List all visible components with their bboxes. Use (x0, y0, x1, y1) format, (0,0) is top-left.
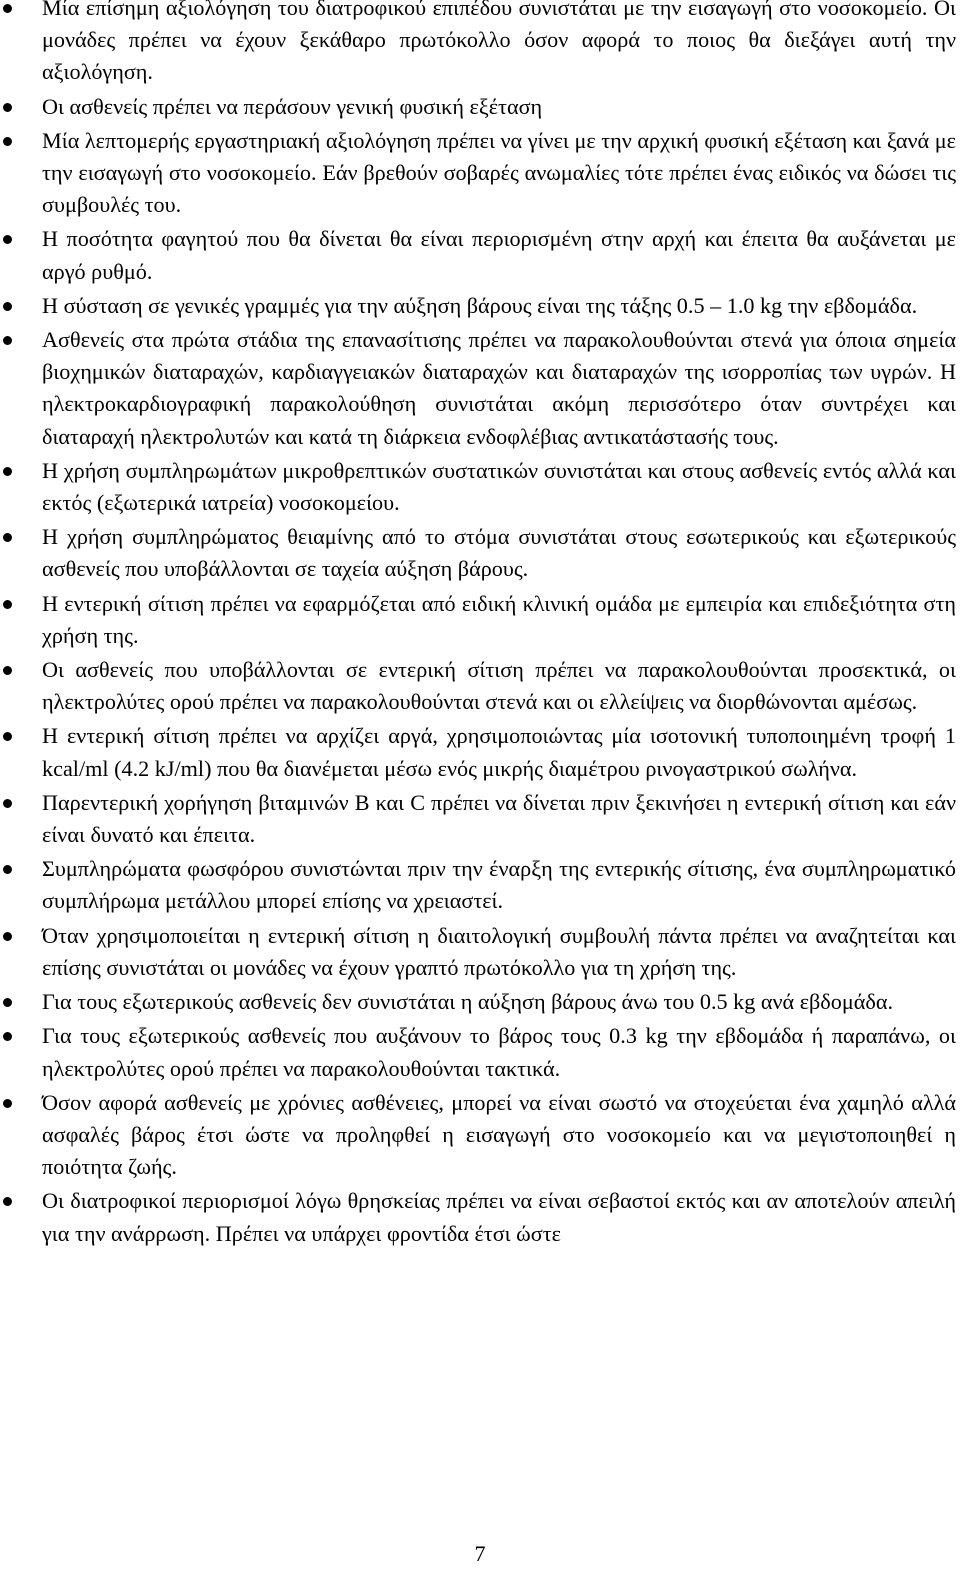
bullet-icon (3, 137, 12, 146)
list-item (0, 1087, 960, 1184)
list-item-text: Η ποσότητα φαγητού που θα δίνεται θα είναι περιορισμένη στην αρχή και έπειτα θα αυξάνεται με αργό ρυθμό. (42, 226, 956, 284)
list-item-text: Η χρήση συμπληρωμάτων μικροθρεπτικών συστατικών συνιστάται και στους ασθενείς εντός αλλά και εκτός (εξωτερικά ιατρεία) νοσοκομείου. (42, 457, 956, 516)
list-item-text: Οι ασθενείς που υποβάλλονται σε εντερική σίτιση πρέπει να παρακολουθούνται προσεκτικά, οι ηλεκτρολύτες ορού πρέπει να παρακολουθούνται στενά και οι ελλείψεις να διορθώνονται αμέσως. (42, 657, 956, 715)
list-item (0, 986, 960, 1018)
list-item (0, 588, 960, 652)
bullet-icon (3, 1197, 12, 1206)
list-item (0, 223, 960, 287)
bullet-icon (3, 467, 12, 476)
bullet-icon (3, 732, 12, 741)
bullet-icon (3, 235, 12, 244)
list-item (0, 455, 960, 519)
bullet-icon (3, 932, 12, 941)
list-item-text: Η εντερική σίτιση πρέπει να εφαρμόζεται από ειδική κλινική ομάδα με εμπειρία και επιδεξιότητα στη χρήση της. (42, 590, 956, 648)
list-item (0, 787, 960, 851)
page-number: 7 (474, 1541, 486, 1566)
bullet-icon (3, 533, 12, 542)
list-item-text: Όσον αφορά ασθενείς με χρόνιες ασθένειες, μπορεί να είναι σωστό να στοχεύεται ένα χαμηλό αλλά ασφαλές βάρος έτσι ώστε να προληφθεί η εισαγωγή στο νοσοκομείο και να μεγιστοποιηθεί η ποιότητα ζωής. (42, 1089, 956, 1180)
list-item-text: Οι διατροφικοί περιορισμοί λόγω θρησκείας πρέπει να είναι σεβαστοί εκτός και αν αποτελούν απειλή για την ανάρρωση. Πρέπει να υπάρχει φροντίδα έτσι ώστε (42, 1188, 956, 1246)
list-item (0, 853, 960, 917)
list-item-text: Συμπληρώματα φωσφόρου συνιστώνται πριν την έναρξη της εντερικής σίτισης, ένα συμπληρωματικό συμπλήρωμα μετάλλου μπορεί επίσης να χρειαστεί. (42, 856, 956, 914)
bullet-icon (3, 799, 12, 808)
list-item-text: Για τους εξωτερικούς ασθενείς που αυξάνουν το βάρος τους 0.3 kg την εβδομάδα ή παραπάνω, οι ηλεκτρολύτες ορού πρέπει να παρακολουθούνται τακτικά. (42, 1023, 956, 1081)
list-item-text: Η χρήση συμπληρώματος θειαμίνης από το στόμα συνιστάται στους εσωτερικούς και εξωτερικούς ασθενείς που υποβάλλονται σε ταχεία αύξηση βάρους. (42, 524, 956, 582)
list-item-text: Μία λεπτομερής εργαστηριακή αξιολόγηση πρέπει να γίνει με την αρχική φυσική εξέταση και ξανά με την εισαγωγή στο νοσοκομείο. Εάν βρεθούν σοβαρές ανωμαλίες τότε πρέπει ένας ειδικός να δώσει τις συμβουλές του. (42, 127, 956, 218)
list-item (0, 91, 960, 123)
bullet-icon (3, 865, 12, 874)
list-item (0, 125, 960, 222)
list-item-text: Παρεντερική χορήγηση βιταμινών Β και C πρέπει να δίνεται πριν ξεκινήσει η εντερική σίτιση και εάν είναι δυνατό και έπειτα. (42, 789, 956, 848)
list-item (0, 290, 960, 322)
list-item (0, 654, 960, 718)
list-item-text: Όταν χρησιμοποιείται η εντερική σίτιση η διαιτολογική συμβουλή πάντα πρέπει να αναζητείται και επίσης συνιστάται οι μονάδες να έχουν γραπτό πρωτόκολλο για τη χρήση της. (42, 922, 956, 980)
bullet-icon (3, 666, 12, 675)
list-item (0, 0, 960, 89)
list-item-text: Η εντερική σίτιση πρέπει να αρχίζει αργά, χρησιμοποιώντας μία ισοτονική τυποποιημένη τροφή 1 kcal/ml (4.2 kJ/ml) που θα διανέμεται μέσω ενός μικρής διαμέτρου ρινογαστρικού σωλήνα. (42, 723, 956, 781)
bullet-icon (3, 998, 12, 1007)
list-item-text: Οι ασθενείς πρέπει να περάσουν γενική φυσική εξέταση (42, 93, 543, 119)
bullet-icon (3, 103, 12, 112)
bullet-icon (3, 336, 12, 345)
bullet-icon (3, 1099, 12, 1108)
bullet-icon (3, 1032, 12, 1041)
list-item-text: Η σύσταση σε γενικές γραμμές για την αύξηση βάρους είναι της τάξης 0.5 – 1.0 kg την εβδομάδα. (42, 292, 918, 318)
bullet-icon (3, 600, 12, 609)
list-item-text: Για τους εξωτερικούς ασθενείς δεν συνιστάται η αύξηση βάρους άνω του 0.5 kg ανά εβδομάδα. (42, 989, 894, 1015)
list-item (0, 1020, 960, 1084)
list-item-text: Μία επίσημη αξιολόγηση του διατροφικού επιπέδου συνιστάται με την εισαγωγή στο νοσοκομείο. Οι μονάδες πρέπει να έχουν ξεκάθαρο πρωτόκολλο όσον αφορά το ποιος θα διεξάγει αυτή την αξιολόγηση. (42, 0, 956, 85)
bullet-icon (3, 302, 12, 311)
list-item (0, 324, 960, 453)
list-item (0, 521, 960, 585)
list-item (0, 920, 960, 984)
list-item (0, 720, 960, 784)
list-item (0, 1185, 960, 1249)
bullet-icon (3, 4, 12, 13)
list-item-text: Ασθενείς στα πρώτα στάδια της επανασίτισης πρέπει να παρακολουθούνται στενά για όποια σημεία βιοχημικών διαταραχών, καρδιαγγειακών διαταραχών και διαταραχών της ισορροπίας των υγρών. Η ηλεκτροκαρδιογραφική παρακολούθηση συνιστάται ακόμη περισσότερο όταν συντρέχει και διαταραχή ηλεκτρολυτών και κατά τη διάρκεια ενδοφλέβιας αντικατάστασής τους. (42, 327, 956, 449)
